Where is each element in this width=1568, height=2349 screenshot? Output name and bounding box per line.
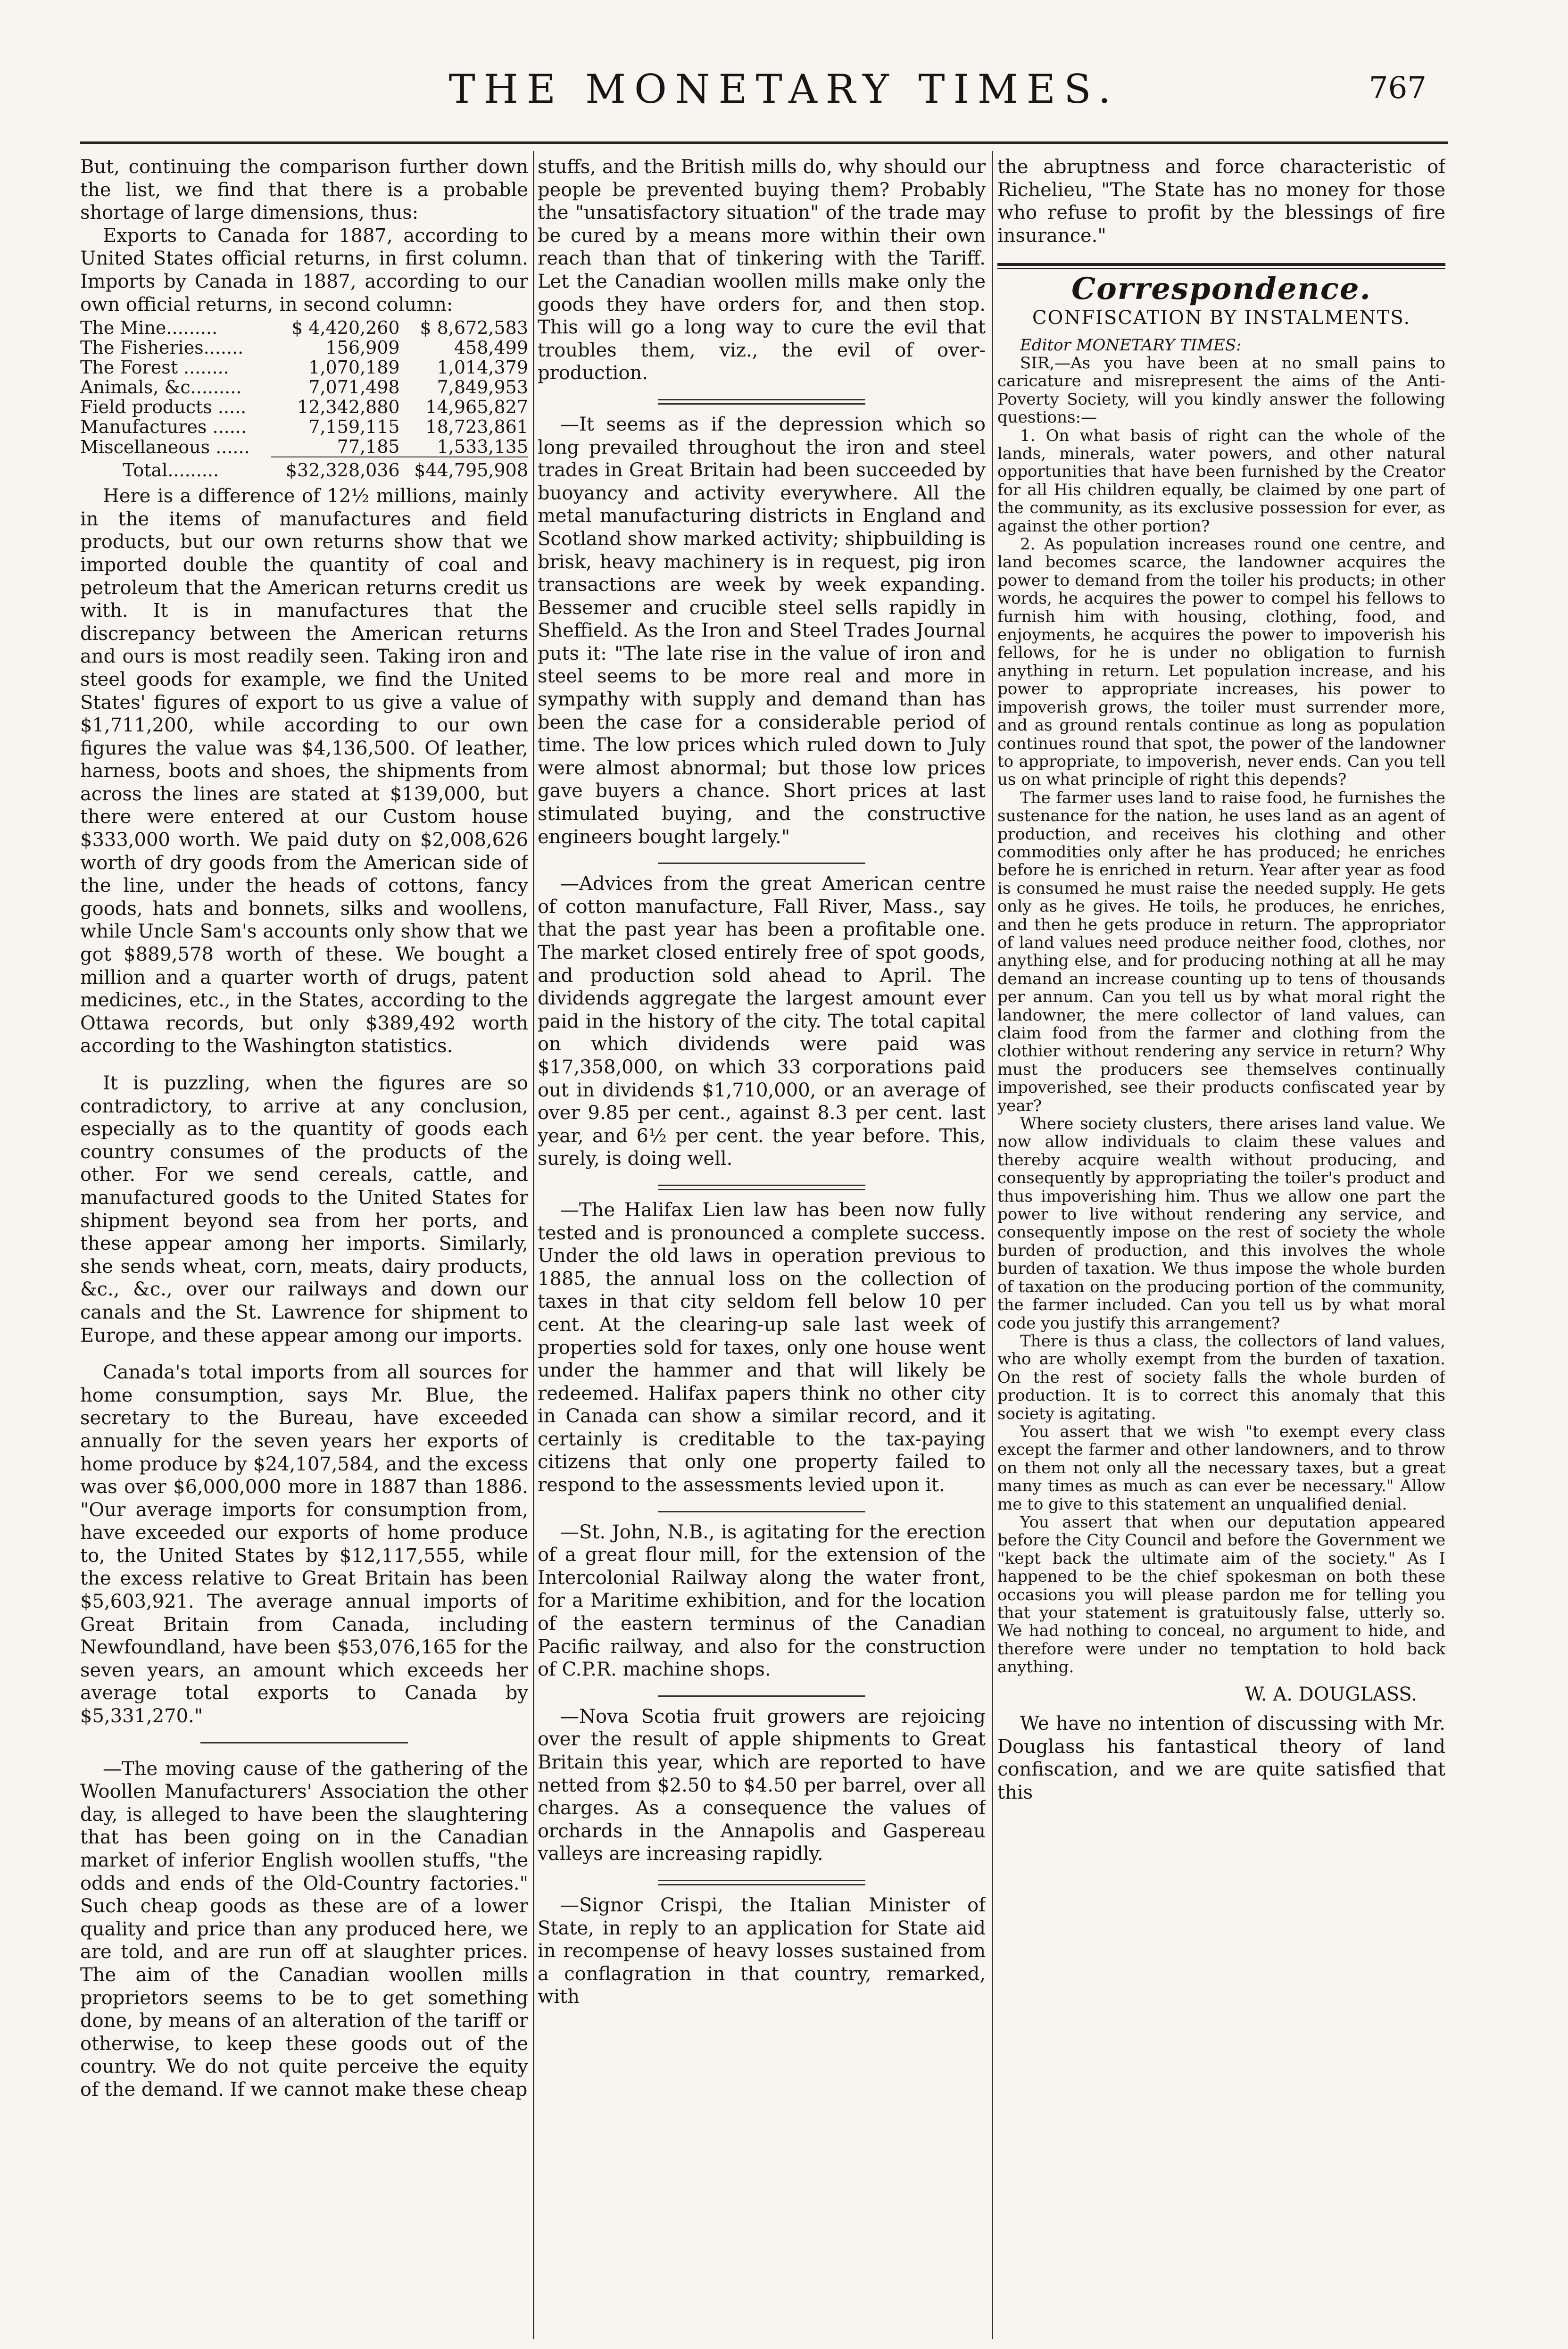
letter-paragraph: SIR,—As you have been at no small pains to caricature and misrepresent the aims of the Anti-Poverty Society, will you kindly answer the following questions:—: [997, 353, 1445, 427]
letter-title: CONFISCATION BY INSTALMENTS.: [1032, 307, 1411, 329]
row-label: Manufactures ......: [80, 416, 247, 438]
us-value: $ 4,420,260: [291, 317, 400, 339]
letter-paragraph: There is thus a class, the collectors of land values, who are wholly exempt from the burden of taxation. On the rest of society falls the whole burden of production. It is to correct this anomaly that this society is agitating.: [997, 1331, 1445, 1423]
row-label: Field products .....: [80, 397, 247, 418]
letter-paragraph: 1. On what basis of right can the whole of the lands, minerals, water powers, and other natural opportunities that have been furnished by the Creator for all His children equally, be claimed by one part of the community, as its exclusive possession for ever, as against the other portion?: [997, 426, 1445, 536]
news-item: —It seems as if the depression which so long prevailed throughout the iron and steel trades in Great Britain had been succeeded by buoyancy and activity everywhere. All the metal manufacturing districts in England and Scotland show marked activity; shipbuilding is brisk, heavy machinery is in request, pig iron transactions are week by week expanding. Bessemer and crucible steel sells rapidly in Sheffield. As the Iron and Steel Trades Journal puts it: "The late rise in the value of iron and steel seems to be more real and more in sympathy with supply and demand than has been the case for a considerable period of time. The low prices which ruled down to July were almost abnormal; but those low prices gave buyers a chance. Short prices at last stimulated buying, and the constructive engineers bought largely.": [538, 413, 986, 848]
section-rule: [997, 263, 1445, 266]
page-number: 767: [1369, 71, 1427, 106]
separator-rule: [658, 863, 865, 864]
paragraph: the abruptness and force characteristic of Richelieu, "The State has no money for those who refuse to profit by the blessings of fire insurance.": [997, 156, 1445, 247]
table-row: [80, 397, 528, 417]
row-label: The Fisheries.......: [80, 337, 244, 358]
table-row: [80, 417, 528, 437]
paragraph: Exports to Canada for 1887, according to United States official returns, in first column. Imports by Canada in 1887, according to our own official returns, in second column:: [80, 224, 528, 315]
canada-value: 18,723,861: [425, 416, 528, 438]
canada-total: $44,795,908: [400, 457, 528, 480]
letter-paragraph: You assert that when our deputation appeared before the City Council and before the Government we "kept back the ultimate aim of the society." As I happened to be the chief spokesman on both these occasions you will please pardon me for telling you that your statement is gratuitously false, utterly so. We had nothing to conceal, no argument to hide, and therefore were under no temptation to hold back anything.: [997, 1512, 1445, 1677]
canada-value: 1,533,135: [437, 436, 528, 457]
paragraph: Here is a difference of 12½ millions, mainly in the items of manufactures and field products, but our own returns show that we imported double the quantity of coal and petroleum that the American returns credit us with. It is in manufactures that the discrepancy between the American returns and ours is most readily seen. Taking iron and steel goods for example, we find the United States' figures of export to us give a value of $1,711,200, while according to our own figures the value was $4,136,500. Of leather, harness, boots and shoes, the shipments from across the lines are stated at $139,000, but there were entered at our Custom house $333,000 worth. We paid duty on $2,008,626 worth of dry goods from the American side of the line, under the heads of cottons, fancy goods, hats and bonnets, silks and woollens, while Uncle Sam's accounts only show that we got $889,578 worth of these. We bought a million and a quarter worth of drugs, patent medicines, etc., in the States, according to the Ottawa records, but only $389,492 worth according to the Washington statistics.: [80, 485, 528, 1057]
column-1: [80, 156, 528, 2334]
total-label: Total.........: [123, 459, 219, 481]
news-item: —The Halifax Lien law has been now fully tested and is pronounced a complete success. Under the old laws in operation previous to 1885, the annual loss on the collection of taxes in that city seldom fell below 10 per cent. At the clearing-up sale last week of properties sold for taxes, only one house went under the hammer and that will likely be redeemed. Halifax papers think no other city in Canada can show a similar record, and it certainly is creditable to the tax-paying citizens that only one property failed to respond to the assessments levied upon it.: [538, 1199, 986, 1496]
paragraph: —The moving cause of the gathering of the Woollen Manufacturers' Association the other day, is alleged to have been the slaughtering that has been going on in the Canadian market of inferior English woollen stuffs, "the odds and ends of the Old-Country factories." Such cheap goods as these are of a lower quality and price than any produced here, we are told, and are run off at slaughter prices. The aim of the Canadian woollen mills proprietors seems to be to get something done, by means of an alteration of the tariff or otherwise, to keep these goods out of the country. We do not quite perceive the equity of the demand. If we cannot make these cheap: [80, 1758, 528, 2100]
separator-rule: [658, 1880, 865, 1885]
news-item: —Advices from the great American centre of cotton manufacture, Fall River, Mass., say that the past year has been a profitable one. The market closed entirely free of spot goods, and production sold ahead to April. The dividends aggregate the largest amount ever paid in the history of the city. The total capital on which dividends were paid was $17,358,000, on which 33 corporations paid out in dividends $1,710,000, or an average of over 9.85 per cent., against 8.3 per cent. last year, and 6½ per cent. the year before. This, surely, is doing well.: [538, 873, 986, 1170]
row-label: Miscellaneous ......: [80, 436, 250, 457]
paragraph: It is puzzling, when the figures are so contradictory, to arrive at any conclusion, especially as to the quantity of goods each country consumes of the products of the other. For we send cereals, cattle, and manufactured goods to the United States for shipment beyond sea from her ports, and these appear among her imports. Similarly, she sends wheat, corn, meats, dairy products, &c., &c., over our railways and down our canals and the St. Lawrence for shipment to Europe, and these appear among our imports.: [80, 1072, 528, 1346]
paragraph: stuffs, and the British mills do, why should our people be prevented buying them? Probably the "unsatisfactory situation" of the trade may be cured by a means more within their own reach than that of tinkering with the Tariff. Let the Canadian woollen mills make only the goods they have orders for, and then stop. This will go a long way to cure the evil that troubles them, viz., the evil of over-production.: [538, 156, 986, 384]
table-row: [80, 338, 528, 357]
canada-value: $ 8,672,583: [420, 317, 528, 339]
masthead: THE MONETARY TIMES.: [448, 66, 1120, 112]
separator-rule: [658, 1695, 865, 1697]
page-header: [0, 66, 1568, 127]
separator-rule: [658, 399, 865, 405]
column-divider: [533, 151, 534, 2339]
table-row: [80, 318, 528, 338]
table-row: [80, 377, 528, 397]
us-value: 156,909: [325, 337, 400, 358]
us-value: 1,070,189: [308, 357, 400, 378]
table-row: [80, 437, 528, 457]
separator-rule: [658, 1511, 865, 1512]
letter-paragraph: 2. As population increases round one centre, and land becomes scarce, the landowner acquires the power to demand from the toiler his products; in other words, he acquires the power to compel his fellows to furnish him with housing, clothing, food, and enjoyments, he acquires the power to impoverish his fellows, for he is under no obligation to furnish anything in return. Let population increase, and his power to appropriate increases, his power to impoverish grows, the toiler must surrender more, and as ground rentals continue as long as population continues round that spot, the power of the landowner to appropriate, to impoverish, never ends. Can you tell us on what principle of right this depends?: [997, 535, 1445, 789]
separator-rule: [658, 1185, 865, 1190]
us-value: 77,185: [337, 436, 400, 457]
news-item: —Nova Scotia fruit growers are rejoicing over the result of apple shipments to Great Britain this year, which are reported to have netted from $2.50 to $4.50 per barrel, over all charges. As a consequence the values of orchards in the Annapolis and Gaspereau valleys are increasing rapidly.: [538, 1705, 986, 1865]
header-rule: [80, 141, 1448, 144]
canada-value: 1,014,379: [437, 357, 528, 378]
section-rule: [997, 268, 1445, 269]
section-heading: Correspondence.: [1071, 271, 1371, 307]
news-item: —St. John, N.B., is agitating for the erection of a great flour mill, for the extension of the Intercolonial Railway along the water front, for a Maritime exhibition, and for the location of the eastern terminus of the Canadian Pacific railway, and also for the construction of C.P.R. machine shops.: [538, 1521, 986, 1681]
editorial-reply: We have no intention of discussing with Mr. Douglass his fantastical theory of land confiscation, and we are quite satisfied that this: [997, 1713, 1445, 1803]
paragraph: But, continuing the comparison further down the list, we find that there is a probable shortage of large dimensions, thus:: [80, 156, 528, 224]
letter-paragraph: The farmer uses land to raise food, he furnishes the sustenance for the nation, he uses land as an agent of production, and receives his clothing and other commodities only after he has produced; he enriches before he is enriched in return. Year after year as food is consumed he must raise the needed supply. He gets only as he gives. He toils, he produces, he enriches, and then he gets produce in return. The appropriator of land values need produce neither food, clothes, nor anything else, and for producing nothing at all he may demand an increase counting up to tens of thousands per annum. Can you tell us by what moral right the landowner, the mere collector of land values, can claim food from the farmer and clothing from the clothier without rendering any service in return? Why must the producers see themselves continually impoverished, see their products confiscated year by year?: [997, 788, 1445, 1115]
letter-salutation: Editor MONETARY TIMES:: [1020, 335, 1242, 355]
us-total: $32,328,036: [271, 457, 399, 480]
us-value: 12,342,880: [297, 397, 400, 418]
row-label: The Forest ........: [80, 357, 229, 378]
table-row: [80, 357, 528, 377]
separator-rule: [200, 1742, 408, 1743]
letter-paragraph: You assert that we wish "to exempt every class except the farmer and other landowners, and to throw on them not only all the necessary taxes, but a great many times as much as can ever be necessary." Allow me to give to this statement an unqualified denial.: [997, 1422, 1445, 1514]
exports-imports-table: [80, 318, 528, 480]
canada-value: 458,499: [454, 337, 528, 358]
total-row: [80, 457, 528, 480]
letter-paragraph: Where society clusters, there arises land value. We now allow individuals to claim these values and thereby acquire wealth without producing, and consequently by appropriating the toiler's product and thus impoverishing him. Thus we allow one part the power to live without rendering any service, and consequently impose on the rest of society the whole burden of production, and this involves the whole burden of taxation. We thus impose the whole burden of taxation on the producing portion of the community, the farmer included. Can you tell us by what moral code you justify this arrangement?: [997, 1114, 1445, 1333]
column-2: [538, 156, 986, 2334]
row-label: Animals, &c.........: [80, 377, 242, 398]
news-item: —Signor Crispi, the Italian Minister of State, in reply to an application for State aid in recompense of heavy losses sustained from a conflagration in that country, remarked, with: [538, 1894, 986, 2008]
row-label: The Mine.........: [80, 317, 218, 339]
column-divider: [992, 151, 993, 2339]
us-value: 7,159,115: [308, 416, 400, 438]
column-3: [997, 156, 1445, 2334]
us-value: 7,071,498: [308, 377, 400, 398]
paragraph: Canada's total imports from all sources for home consumption, says Mr. Blue, the secretary to the Bureau, have exceeded annually for the seven years her exports of home produce by $24,107,584, and the excess was over $6,000,000 more in 1887 than 1886. "Our average imports for consumption from, have exceeded our exports of home produce to, the United States by $12,117,555, while the excess relative to Great Britain has been $5,603,921. The average annual imports of Great Britain from Canada, including Newfoundland, have been $53,076,165 for the seven years, an amount which exceeds her average total exports to Canada by $5,331,270.": [80, 1361, 528, 1727]
canada-value: 7,849,953: [437, 377, 528, 398]
letter-signature: W. A. DOUGLASS.: [1244, 1683, 1417, 1705]
canada-value: 14,965,827: [425, 397, 528, 418]
